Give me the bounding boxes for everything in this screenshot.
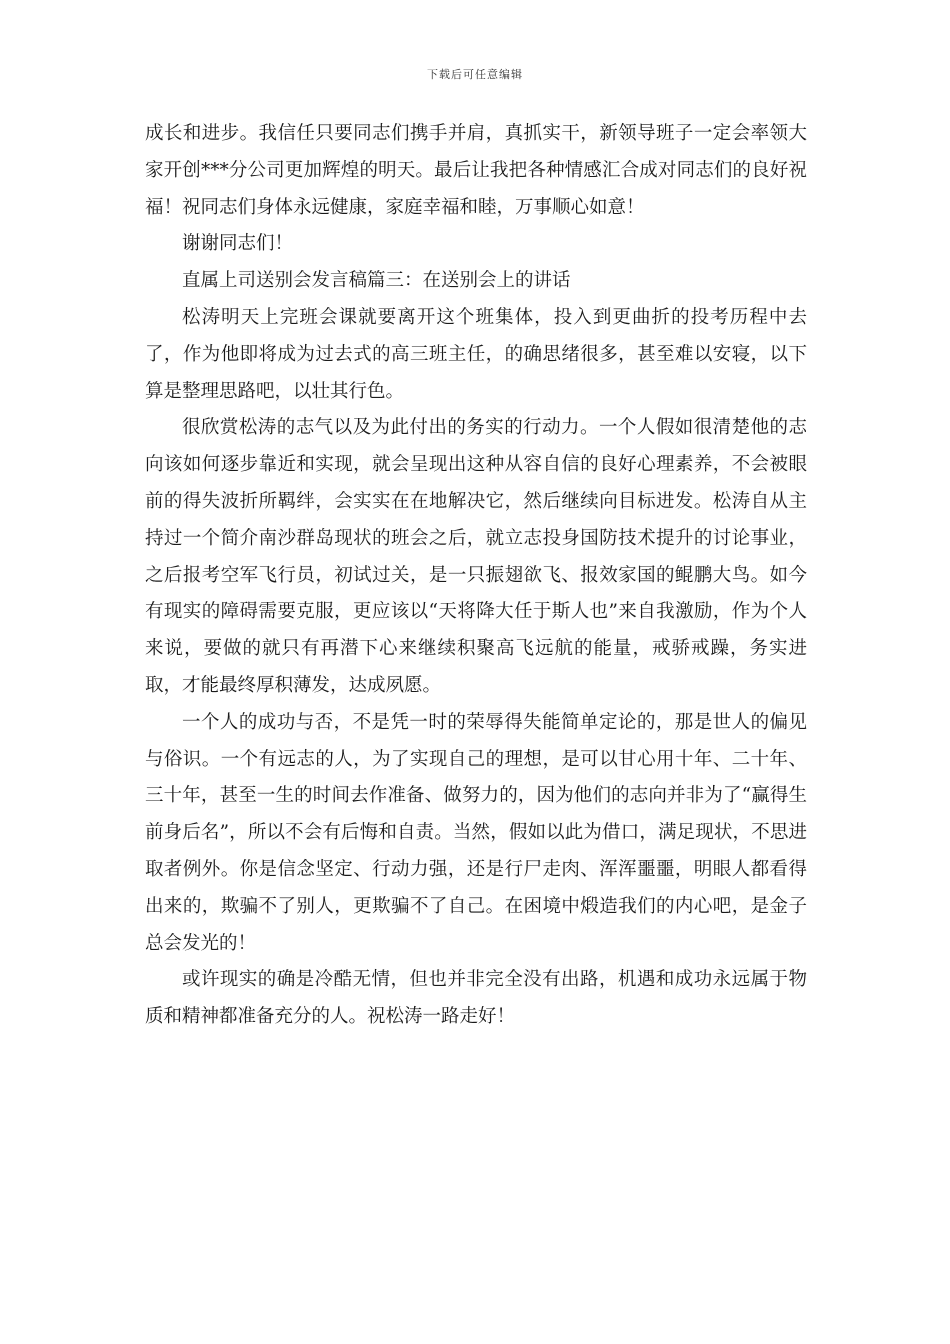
paragraph-continuation: 成长和进步。我信任只要同志们携手并肩，真抓实干，新领导班子一定会率领大家开创***分公司更加辉煌的明天。最后让我把各种情感汇合成对同志们的良好祝福！祝同志们身体永远健康，家庭幸福和睦，万事顺心如意！ xyxy=(145,123,807,218)
page-header: 下载后可任意编辑 xyxy=(427,68,523,81)
paragraph: 很欣赏松涛的志气以及为此付出的务实的行动力。一个人假如很清楚他的志向该如何逐步靠近和实现，就会呈现出这种从容自信的良好心理素养，不会被眼前的得失波折所羁绊，会实实在在地解决它，然后继续向目标进发。松涛自从主持过一个简介南沙群岛现状的班会之后，就立志投身国防技术提升的讨论事业，之后报考空军飞行员，初试过关，是一只振翅欲飞、报效家国的鲲鹏大鸟。如今有现实的障碍需要克服，更应该以“天将降大任于斯人也”来自我激励，作为个人来说，要做的就只有再潜下心来继续积聚高飞远航的能量，戒骄戒躁，务实进取，才能最终厚积薄发，达成夙愿。 xyxy=(145,417,807,696)
section-heading: 直属上司送别会发言稿篇三：在送别会上的讲话 xyxy=(182,270,571,292)
paragraph: 或许现实的确是冷酷无情，但也并非完全没有出路，机遇和成功永远属于物质和精神都准备充分的人。祝松涛一路走好！ xyxy=(145,969,807,1028)
paragraph: 松涛明天上完班会课就要离开这个班集体，投入到更曲折的投考历程中去了，作为他即将成为过去式的高三班主任，的确思绪很多，甚至难以安寝，以下算是整理思路吧，以壮其行色。 xyxy=(145,306,807,402)
paragraph-thanks: 谢谢同志们！ xyxy=(182,233,294,255)
document-body xyxy=(145,116,807,1036)
paragraph: 一个人的成功与否，不是凭一时的荣辱得失能简单定论的，那是世人的偏见与俗识。一个有远志的人，为了实现自己的理想，是可以甘心用十年、二十年、三十年，甚至一生的时间去作准备、做努力的，因为他们的志向并非为了“赢得生前身后名”，所以不会有后悔和自责。当然，假如以此为借口，满足现状，不思进取者例外。你是信念坚定、行动力强，还是行尸走肉、浑浑噩噩，明眼人都看得出来的，欺骗不了别人，更欺骗不了自己。在困境中煅造我们的内心吧，是金子总会发光的！ xyxy=(145,711,807,954)
